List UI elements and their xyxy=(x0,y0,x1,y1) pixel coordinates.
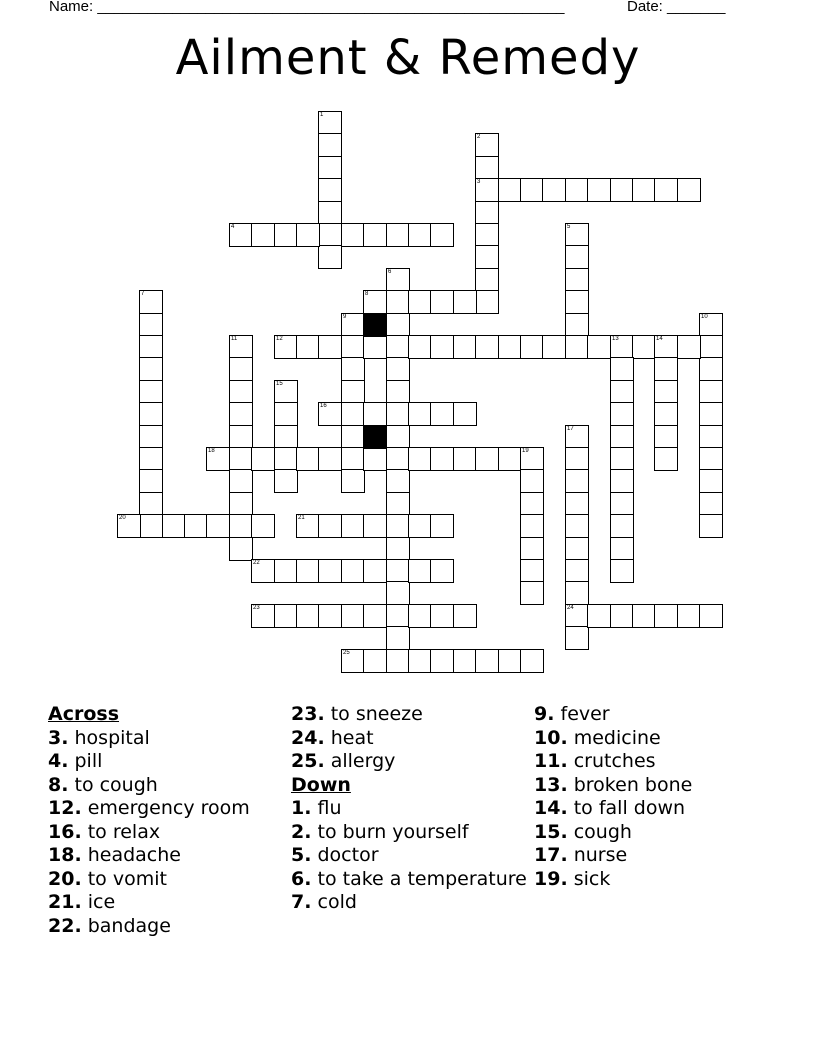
across-clue: 21. ice xyxy=(48,891,116,913)
clue-number: 6 xyxy=(388,269,392,275)
crossword-cell[interactable] xyxy=(699,604,723,628)
across-clue: 4. pill xyxy=(48,750,103,772)
crossword-cell[interactable] xyxy=(341,402,365,426)
crossword-cell[interactable] xyxy=(520,178,544,202)
crossword-cell[interactable] xyxy=(475,649,499,673)
crossword-cell[interactable] xyxy=(318,335,342,359)
crossword-cell[interactable] xyxy=(610,469,634,493)
page-title: Ailment & Remedy xyxy=(175,30,641,86)
crossword-cell[interactable] xyxy=(229,357,253,381)
crossword-cell[interactable] xyxy=(565,178,589,202)
clue-number: 1 xyxy=(320,112,324,118)
crossword-cell[interactable] xyxy=(475,178,499,202)
crossword-cell[interactable] xyxy=(274,559,298,583)
crossword-cell[interactable] xyxy=(632,178,656,202)
crossword-cell[interactable] xyxy=(318,133,342,157)
clue-number: 19 xyxy=(522,448,529,454)
crossword-cell[interactable] xyxy=(520,447,544,471)
crossword-cell[interactable] xyxy=(654,402,678,426)
clue-number: 20 xyxy=(119,515,126,521)
crossword-cell[interactable] xyxy=(341,313,365,337)
crossword-cell[interactable] xyxy=(318,245,342,269)
crossword-cell[interactable] xyxy=(430,290,454,314)
crossword-cell[interactable] xyxy=(274,380,298,404)
crossword-cell[interactable] xyxy=(475,223,499,247)
crossword-cell[interactable] xyxy=(318,604,342,628)
crossword-cell[interactable] xyxy=(453,604,477,628)
crossword-cell[interactable] xyxy=(565,245,589,269)
crossword-cell[interactable] xyxy=(318,201,342,225)
crossword-cell[interactable] xyxy=(520,559,544,583)
crossword-cell[interactable] xyxy=(318,111,342,135)
crossword-cell[interactable] xyxy=(363,447,387,471)
crossword-cell[interactable] xyxy=(274,447,298,471)
crossword-cell[interactable] xyxy=(453,290,477,314)
clue-number: 9 xyxy=(343,314,347,320)
crossword-cell[interactable] xyxy=(699,357,723,381)
crossword-cell[interactable] xyxy=(654,380,678,404)
across-clue: 8. to cough xyxy=(48,773,158,796)
crossword-cell[interactable] xyxy=(430,649,454,673)
clue-number: 24 xyxy=(567,605,574,611)
crossword-cell[interactable] xyxy=(341,604,365,628)
crossword-cell[interactable] xyxy=(430,514,454,538)
clue-number: 8 xyxy=(365,291,369,297)
crossword-cell[interactable] xyxy=(475,290,499,314)
crossword-cell[interactable] xyxy=(610,178,634,202)
clue-column-3 xyxy=(534,703,770,891)
crossword-cell[interactable] xyxy=(318,223,342,247)
crossword-cell[interactable] xyxy=(565,425,589,449)
down-clue: 19. sick xyxy=(534,867,611,890)
crossword-cell[interactable] xyxy=(139,357,163,381)
crossword-cell[interactable] xyxy=(654,178,678,202)
crossword-cell[interactable] xyxy=(565,335,589,359)
clue-number: 16 xyxy=(320,403,327,409)
crossword-cell[interactable] xyxy=(408,335,432,359)
crossword-cell[interactable] xyxy=(386,604,410,628)
crossword-cell[interactable] xyxy=(296,559,320,583)
crossword-cell[interactable] xyxy=(251,514,275,538)
across-clue: 20. to vomit xyxy=(48,867,167,890)
crossword-cell[interactable] xyxy=(565,469,589,493)
crossword-cell[interactable] xyxy=(632,335,656,359)
crossword-cell[interactable] xyxy=(610,604,634,628)
crossword-cell[interactable] xyxy=(386,268,410,292)
clue-number: 17 xyxy=(567,426,574,432)
crossword-cell[interactable] xyxy=(610,514,634,538)
clue-number: 21 xyxy=(298,515,305,521)
crossword-cell[interactable] xyxy=(654,335,678,359)
crossword-cell[interactable] xyxy=(453,402,477,426)
crossword-cell[interactable] xyxy=(341,447,365,471)
crossword-cell[interactable] xyxy=(610,537,634,561)
crossword-cell[interactable] xyxy=(274,402,298,426)
crossword-cell[interactable] xyxy=(520,649,544,673)
crossword-cell[interactable] xyxy=(565,268,589,292)
down-clue: 10. medicine xyxy=(534,726,661,749)
crossword-cell[interactable] xyxy=(498,335,522,359)
clue-number: 5 xyxy=(567,224,571,230)
crossword-cell[interactable] xyxy=(274,425,298,449)
crossword-cell[interactable] xyxy=(408,559,432,583)
crossword-cell[interactable] xyxy=(654,447,678,471)
crossword-cell[interactable] xyxy=(610,559,634,583)
crossword-cell[interactable] xyxy=(453,649,477,673)
crossword-cell[interactable] xyxy=(251,223,275,247)
crossword-cell[interactable] xyxy=(408,290,432,314)
down-clue: 17. nurse xyxy=(534,844,628,866)
name-field-label: Name: ________________________________________________________ xyxy=(49,0,565,15)
crossword-cell[interactable] xyxy=(363,514,387,538)
crossword-cell[interactable] xyxy=(610,357,634,381)
crossword-cell[interactable] xyxy=(677,335,701,359)
down-clue: 1. flu xyxy=(291,797,342,819)
clue-number: 13 xyxy=(612,336,619,342)
crossword-cell[interactable] xyxy=(139,380,163,404)
crossword-cell[interactable] xyxy=(363,290,387,314)
down-clue: 6. to take a temperature xyxy=(291,867,527,890)
down-clue: 15. cough xyxy=(534,820,632,843)
across-clue: 16. to relax xyxy=(48,820,161,843)
crossword-cell[interactable] xyxy=(587,604,611,628)
crossword-cell[interactable] xyxy=(386,581,410,605)
crossword-cell[interactable] xyxy=(318,402,342,426)
crossword-cell[interactable] xyxy=(184,514,208,538)
down-heading: Down xyxy=(291,773,351,796)
crossword-cell[interactable] xyxy=(229,402,253,426)
crossword-cell[interactable] xyxy=(610,402,634,426)
crossword-cell[interactable] xyxy=(363,335,387,359)
crossword-cell[interactable] xyxy=(565,537,589,561)
crossword-cell[interactable] xyxy=(677,178,701,202)
crossword-cell[interactable] xyxy=(654,357,678,381)
crossword-cell[interactable] xyxy=(498,447,522,471)
crossword-cell[interactable] xyxy=(587,335,611,359)
crossword-cell[interactable] xyxy=(341,425,365,449)
crossword-cell[interactable] xyxy=(408,514,432,538)
crossword-cell[interactable] xyxy=(229,537,253,561)
crossword-cell[interactable] xyxy=(430,402,454,426)
across-clue: 3. hospital xyxy=(48,726,150,749)
crossword-cell[interactable] xyxy=(386,537,410,561)
crossword-cell[interactable] xyxy=(565,559,589,583)
crossword-cell[interactable] xyxy=(229,380,253,404)
crossword-cell[interactable] xyxy=(386,380,410,404)
clue-number: 11 xyxy=(231,336,238,342)
crossword-cell[interactable] xyxy=(699,447,723,471)
crossword-cell[interactable] xyxy=(430,559,454,583)
clue-number: 2 xyxy=(477,134,481,140)
crossword-cell[interactable] xyxy=(251,604,275,628)
crossword-cell[interactable] xyxy=(386,447,410,471)
crossword-cell[interactable] xyxy=(475,201,499,225)
crossword-cell[interactable] xyxy=(206,447,230,471)
crossword-cell[interactable] xyxy=(520,581,544,605)
across-clue: 24. heat xyxy=(291,726,374,749)
crossword-cell[interactable] xyxy=(296,604,320,628)
crossword-cell[interactable] xyxy=(610,447,634,471)
down-clue: 5. doctor xyxy=(291,844,379,866)
clue-number: 18 xyxy=(208,448,215,454)
crossword-cell[interactable] xyxy=(274,469,298,493)
clue-number: 22 xyxy=(253,560,260,566)
crossword-cell[interactable] xyxy=(408,447,432,471)
crossword-cell[interactable] xyxy=(296,514,320,538)
crossword-cell[interactable] xyxy=(386,559,410,583)
crossword-cell[interactable] xyxy=(699,335,723,359)
crossword-cell[interactable] xyxy=(386,469,410,493)
down-clue: 9. fever xyxy=(534,703,610,725)
crossword-cell[interactable] xyxy=(363,604,387,628)
across-clue: 12. emergency room xyxy=(48,797,250,819)
crossword-cell[interactable] xyxy=(341,223,365,247)
crossword-cell[interactable] xyxy=(654,425,678,449)
crossword-cell[interactable] xyxy=(475,245,499,269)
crossword-cell[interactable] xyxy=(341,514,365,538)
crossword-cell[interactable] xyxy=(251,447,275,471)
crossword-cell[interactable] xyxy=(699,492,723,516)
crossword-cell[interactable] xyxy=(610,425,634,449)
down-clue: 14. to fall down xyxy=(534,797,686,819)
across-clue: 25. allergy xyxy=(291,750,396,772)
crossword-cell[interactable] xyxy=(408,223,432,247)
across-clue: 18. headache xyxy=(48,844,181,866)
crossword-cell[interactable] xyxy=(386,425,410,449)
crossword-cell[interactable] xyxy=(565,492,589,516)
crossword-cell[interactable] xyxy=(139,313,163,337)
clue-number: 7 xyxy=(141,291,145,297)
crossword-cell[interactable] xyxy=(632,604,656,628)
clue-number: 23 xyxy=(253,605,260,611)
down-clue: 11. crutches xyxy=(534,750,656,772)
clue-number: 14 xyxy=(656,336,663,342)
crossword-cell[interactable] xyxy=(654,604,678,628)
crossword-cell[interactable] xyxy=(386,335,410,359)
crossword-cell[interactable] xyxy=(363,649,387,673)
crossword-cell[interactable] xyxy=(565,223,589,247)
crossword-cell[interactable] xyxy=(453,447,477,471)
crossword-cell[interactable] xyxy=(408,649,432,673)
crossword-cell[interactable] xyxy=(229,514,253,538)
crossword-cell[interactable] xyxy=(386,357,410,381)
crossword-cell[interactable] xyxy=(475,156,499,180)
crossword-cell[interactable] xyxy=(386,402,410,426)
crossword-cell[interactable] xyxy=(139,492,163,516)
crossword-cell[interactable] xyxy=(610,380,634,404)
crossword-cell[interactable] xyxy=(139,290,163,314)
crossword-cell[interactable] xyxy=(251,559,275,583)
crossword-cell[interactable] xyxy=(363,559,387,583)
crossword-cell[interactable] xyxy=(229,425,253,449)
crossword-cell[interactable] xyxy=(386,649,410,673)
crossword-cell[interactable] xyxy=(139,425,163,449)
crossword-cell[interactable] xyxy=(139,447,163,471)
crossword-cell[interactable] xyxy=(341,380,365,404)
crossword-cell[interactable] xyxy=(341,559,365,583)
crossword-cell[interactable] xyxy=(318,156,342,180)
crossword-cell[interactable] xyxy=(206,514,230,538)
crossword-cell[interactable] xyxy=(139,469,163,493)
crossword-cell[interactable] xyxy=(699,402,723,426)
crossword-cell[interactable] xyxy=(386,626,410,650)
crossword-cell[interactable] xyxy=(699,313,723,337)
crossword-cell[interactable] xyxy=(296,335,320,359)
crossword-cell[interactable] xyxy=(430,604,454,628)
crossword-cell[interactable] xyxy=(341,649,365,673)
clue-number: 15 xyxy=(276,381,283,387)
crossword-cell[interactable] xyxy=(318,514,342,538)
clue-column-1 xyxy=(48,703,284,938)
crossword-cell[interactable] xyxy=(274,335,298,359)
crossword-cell[interactable] xyxy=(520,469,544,493)
crossword-cell[interactable] xyxy=(296,447,320,471)
crossword-cell[interactable] xyxy=(430,447,454,471)
crossword-cell[interactable] xyxy=(229,335,253,359)
crossword-cell[interactable] xyxy=(430,223,454,247)
clue-column-2 xyxy=(291,703,527,915)
crossword-cell[interactable] xyxy=(587,178,611,202)
crossword-cell[interactable] xyxy=(363,402,387,426)
crossword-black-cell xyxy=(363,425,387,449)
crossword-cell[interactable] xyxy=(408,604,432,628)
crossword-cell[interactable] xyxy=(475,335,499,359)
across-heading: Across xyxy=(48,703,120,725)
crossword-cell[interactable] xyxy=(318,178,342,202)
crossword-cell[interactable] xyxy=(341,469,365,493)
crossword-cell[interactable] xyxy=(542,178,566,202)
crossword-cell[interactable] xyxy=(139,402,163,426)
crossword-cell[interactable] xyxy=(699,514,723,538)
down-clue: 7. cold xyxy=(291,891,357,913)
down-clue: 13. broken bone xyxy=(534,773,693,796)
crossword-cell[interactable] xyxy=(565,626,589,650)
crossword-cell[interactable] xyxy=(498,649,522,673)
crossword-cell[interactable] xyxy=(565,514,589,538)
crossword-cell[interactable] xyxy=(386,313,410,337)
crossword-cell[interactable] xyxy=(565,604,589,628)
crossword-cell[interactable] xyxy=(565,290,589,314)
across-clue: 23. to sneeze xyxy=(291,703,423,725)
crossword-cell[interactable] xyxy=(475,447,499,471)
crossword-cell[interactable] xyxy=(296,223,320,247)
crossword-cell[interactable] xyxy=(677,604,701,628)
crossword-cell[interactable] xyxy=(520,537,544,561)
crossword-cell[interactable] xyxy=(363,223,387,247)
crossword-cell[interactable] xyxy=(139,335,163,359)
crossword-cell[interactable] xyxy=(386,290,410,314)
clue-number: 12 xyxy=(276,336,283,342)
clue-number: 25 xyxy=(343,650,350,656)
clue-number: 4 xyxy=(231,224,235,230)
clue-number: 3 xyxy=(477,179,481,185)
crossword-cell[interactable] xyxy=(341,357,365,381)
crossword-cell[interactable] xyxy=(453,335,477,359)
crossword-cell[interactable] xyxy=(139,514,163,538)
crossword-cell[interactable] xyxy=(699,425,723,449)
down-clue: 2. to burn yourself xyxy=(291,820,469,843)
clue-number: 10 xyxy=(701,314,708,320)
crossword-cell[interactable] xyxy=(565,581,589,605)
crossword-cell[interactable] xyxy=(318,559,342,583)
crossword-cell[interactable] xyxy=(408,402,432,426)
crossword-cell[interactable] xyxy=(386,492,410,516)
crossword-cell[interactable] xyxy=(274,604,298,628)
crossword-cell[interactable] xyxy=(229,447,253,471)
crossword-cell[interactable] xyxy=(229,492,253,516)
crossword-cell[interactable] xyxy=(565,313,589,337)
crossword-cell[interactable] xyxy=(565,447,589,471)
crossword-cell[interactable] xyxy=(610,492,634,516)
crossword-cell[interactable] xyxy=(699,469,723,493)
crossword-black-cell xyxy=(363,313,387,337)
crossword-cell[interactable] xyxy=(229,469,253,493)
crossword-cell[interactable] xyxy=(520,335,544,359)
crossword-cell[interactable] xyxy=(162,514,186,538)
crossword-cell[interactable] xyxy=(229,223,253,247)
crossword-cell[interactable] xyxy=(699,380,723,404)
date-field-label: Date: _______ xyxy=(627,0,726,15)
crossword-cell[interactable] xyxy=(542,335,566,359)
crossword-cell[interactable] xyxy=(475,268,499,292)
crossword-cell[interactable] xyxy=(475,133,499,157)
crossword-cell[interactable] xyxy=(318,447,342,471)
crossword-cell[interactable] xyxy=(274,223,298,247)
crossword-cell[interactable] xyxy=(520,492,544,516)
crossword-cell[interactable] xyxy=(341,335,365,359)
crossword-cell[interactable] xyxy=(610,335,634,359)
across-clue: 22. bandage xyxy=(48,914,171,937)
crossword-cell[interactable] xyxy=(498,178,522,202)
crossword-cell[interactable] xyxy=(386,223,410,247)
crossword-cell[interactable] xyxy=(520,514,544,538)
crossword-cell[interactable] xyxy=(117,514,141,538)
crossword-cell[interactable] xyxy=(430,335,454,359)
crossword-cell[interactable] xyxy=(386,514,410,538)
